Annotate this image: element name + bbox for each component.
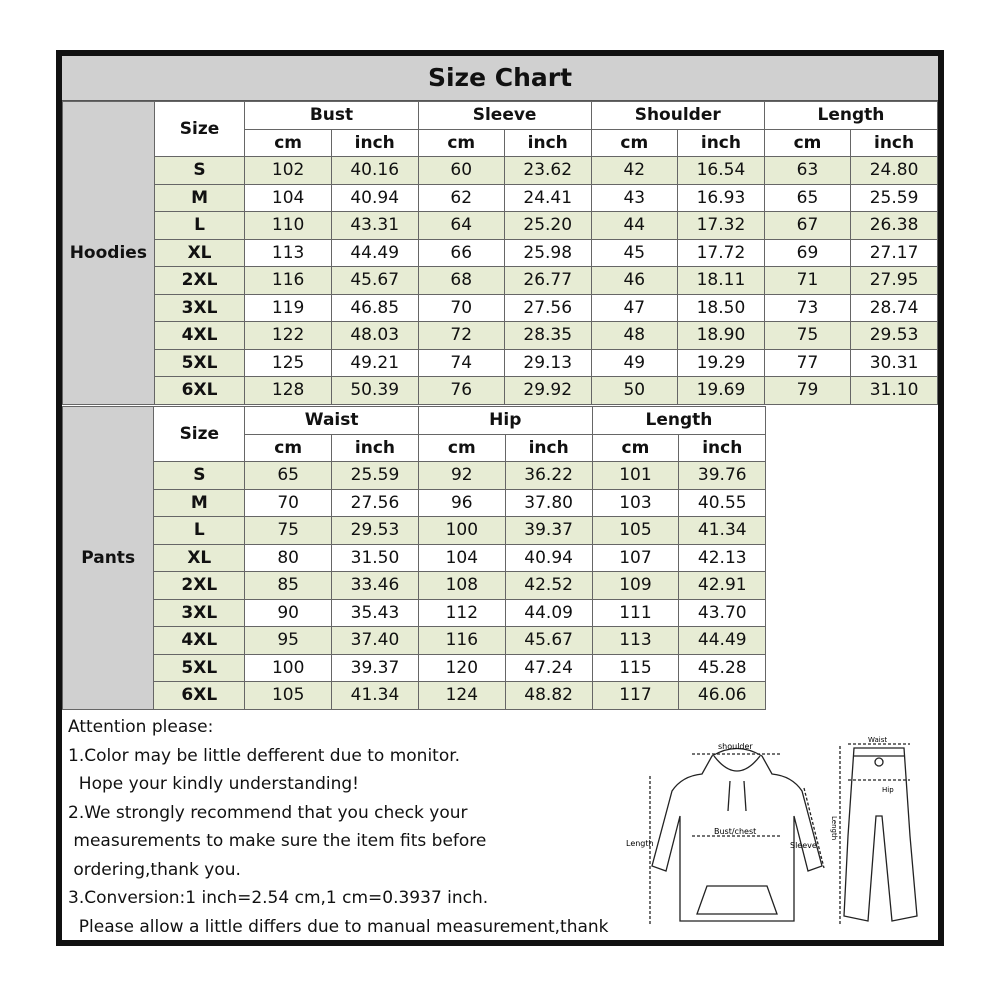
pants-value-cell: 40.55 [679,489,766,517]
pants-value-cell: 36.22 [505,462,592,490]
hoodies-size-cell: 4XL [154,322,245,350]
hoodies-header-row [63,102,938,130]
pants-value-cell: 27.56 [332,489,419,517]
pants-value-cell: 100 [418,517,505,545]
note-line: ordering,thank you. [68,859,241,880]
pants-value-cell: 35.43 [332,599,419,627]
pants-group-header: Hip [418,407,592,435]
pants-value-cell: 44.49 [679,627,766,655]
hoodies-value-cell: 45 [591,239,677,267]
pants-value-cell: 109 [592,572,679,600]
pants-value-cell: 39.37 [332,654,419,682]
note-line: measurements to make sure the item fits before [68,831,487,851]
hoodies-size-cell: XL [154,239,245,267]
pants-size-cell: L [154,517,245,545]
hoodies-value-cell: 26.38 [851,212,938,240]
hoodies-value-cell: 68 [418,267,504,295]
hoodies-value-cell: 125 [245,349,331,377]
hoodies-value-cell: 77 [764,349,850,377]
shoulder-label: shoulder [718,742,753,751]
hoodies-unit-header: inch [851,129,938,157]
hoodies-value-cell: 18.50 [678,294,765,322]
hoodies-value-cell: 50.39 [331,377,418,405]
pants-unit-header: inch [332,434,419,462]
pants-value-cell: 103 [592,489,679,517]
pants-size-cell: XL [154,544,245,572]
hoodies-value-cell: 25.98 [504,239,591,267]
hoodie-length-label: Length [626,839,654,848]
hip-label: Hip [882,786,894,794]
pants-value-cell: 120 [418,654,505,682]
note-line: 3.Conversion:1 inch=2.54 cm,1 cm=0.3937 inch. [68,888,489,908]
hoodies-value-cell: 27.95 [851,267,938,295]
hoodies-value-cell: 27.17 [851,239,938,267]
pants-unit-header: cm [418,434,505,462]
hoodies-value-cell: 73 [764,294,850,322]
pants-value-cell: 75 [245,517,332,545]
hoodies-value-cell: 19.69 [678,377,765,405]
pants-value-cell: 45.67 [505,627,592,655]
hoodies-value-cell: 66 [418,239,504,267]
bust-label: Bust/chest [714,827,757,836]
hoodies-value-cell: 19.29 [678,349,765,377]
hoodies-size-cell: 5XL [154,349,245,377]
hoodies-value-cell: 70 [418,294,504,322]
pants-value-cell: 108 [418,572,505,600]
pants-value-cell: 42.13 [679,544,766,572]
hoodies-value-cell: 110 [245,212,331,240]
hoodies-table-row [63,267,938,295]
pants-value-cell: 105 [245,682,332,710]
pants-value-cell: 29.53 [332,517,419,545]
hoodies-value-cell: 71 [764,267,850,295]
hoodies-value-cell: 18.90 [678,322,765,350]
hoodies-table-row [63,212,938,240]
hoodies-value-cell: 63 [764,157,850,185]
pants-value-cell: 44.09 [505,599,592,627]
pants-value-cell: 112 [418,599,505,627]
hoodie-drawing [650,749,824,927]
pants-size-header: Size [154,407,245,462]
pants-value-cell: 25.59 [332,462,419,490]
pants-value-cell: 40.94 [505,544,592,572]
hoodies-value-cell: 122 [245,322,331,350]
hoodies-value-cell: 69 [764,239,850,267]
hoodies-value-cell: 49 [591,349,677,377]
hoodies-size-cell: L [154,212,245,240]
hoodies-value-cell: 40.16 [331,157,418,185]
pants-value-cell: 92 [418,462,505,490]
hoodies-group-header: Shoulder [591,102,764,130]
pants-size-cell: 6XL [154,682,245,710]
hoodies-value-cell: 25.59 [851,184,938,212]
hoodies-value-cell: 60 [418,157,504,185]
hoodies-size-cell: 3XL [154,294,245,322]
sleeve-label: Sleeve [790,841,817,850]
hoodies-table-row [63,157,938,185]
pants-value-cell: 37.80 [505,489,592,517]
pants-value-cell: 70 [245,489,332,517]
empty-cell [766,407,938,710]
pants-value-cell: 101 [592,462,679,490]
pants-value-cell: 90 [245,599,332,627]
pants-value-cell: 117 [592,682,679,710]
hoodies-value-cell: 48.03 [331,322,418,350]
pants-value-cell: 116 [418,627,505,655]
pants-value-cell: 111 [592,599,679,627]
note-line: Attention please: [68,717,214,737]
hoodies-value-cell: 16.54 [678,157,765,185]
hoodies-value-cell: 28.74 [851,294,938,322]
note-line: Please allow a little differs due to manual measurement,thank [68,916,609,937]
pants-value-cell: 39.37 [505,517,592,545]
pants-size-cell: 5XL [154,654,245,682]
pants-value-cell: 124 [418,682,505,710]
hoodies-value-cell: 46.85 [331,294,418,322]
hoodies-value-cell: 67 [764,212,850,240]
pants-value-cell: 45.28 [679,654,766,682]
hoodies-value-cell: 17.72 [678,239,765,267]
hoodies-value-cell: 79 [764,377,850,405]
hoodies-value-cell: 47 [591,294,677,322]
hoodies-value-cell: 49.21 [331,349,418,377]
hoodies-size-header: Size [154,102,245,157]
pants-unit-header: cm [592,434,679,462]
hoodies-value-cell: 29.92 [504,377,591,405]
hoodies-table-row [63,322,938,350]
pants-value-cell: 113 [592,627,679,655]
hoodies-table-row [63,184,938,212]
pants-size-cell: 4XL [154,627,245,655]
hoodies-table-row [63,349,938,377]
hoodies-size-cell: 2XL [154,267,245,295]
pants-value-cell: 48.82 [505,682,592,710]
pants-length-label: Length [830,816,838,841]
hoodies-section-label: Hoodies [63,102,155,405]
hoodies-value-cell: 116 [245,267,331,295]
hoodies-value-cell: 29.53 [851,322,938,350]
pants-value-cell: 104 [418,544,505,572]
pants-value-cell: 105 [592,517,679,545]
pants-value-cell: 33.46 [332,572,419,600]
hoodies-value-cell: 18.11 [678,267,765,295]
hoodies-value-cell: 29.13 [504,349,591,377]
hoodies-table-row [63,377,938,405]
pants-value-cell: 37.40 [332,627,419,655]
hoodies-value-cell: 40.94 [331,184,418,212]
hoodies-value-cell: 24.41 [504,184,591,212]
pants-unit-header: inch [679,434,766,462]
hoodies-value-cell: 30.31 [851,349,938,377]
pants-value-cell: 39.76 [679,462,766,490]
hoodies-unit-header: inch [504,129,591,157]
attention-notes [68,713,668,941]
pants-value-cell: 80 [245,544,332,572]
hoodies-value-cell: 27.56 [504,294,591,322]
hoodies-table-row [63,294,938,322]
hoodies-size-cell: S [154,157,245,185]
pants-value-cell: 42.91 [679,572,766,600]
waist-label: Waist [868,736,888,744]
hoodies-value-cell: 43.31 [331,212,418,240]
pants-value-cell: 65 [245,462,332,490]
pants-size-cell: 2XL [154,572,245,600]
hoodies-group-header: Length [764,102,937,130]
hoodies-group-header: Sleeve [418,102,591,130]
hoodies-size-cell: M [154,184,245,212]
hoodies-table-row [63,239,938,267]
hoodies-value-cell: 26.77 [504,267,591,295]
hoodies-value-cell: 113 [245,239,331,267]
hoodies-value-cell: 31.10 [851,377,938,405]
pants-group-header: Length [592,407,766,435]
hoodies-value-cell: 25.20 [504,212,591,240]
pants-drawing [840,744,917,924]
measurement-illustration [622,736,922,936]
hoodies-value-cell: 43 [591,184,677,212]
hoodies-value-cell: 65 [764,184,850,212]
hoodies-value-cell: 44.49 [331,239,418,267]
hoodies-value-cell: 72 [418,322,504,350]
pants-value-cell: 100 [245,654,332,682]
hoodies-value-cell: 45.67 [331,267,418,295]
pants-value-cell: 85 [245,572,332,600]
pants-value-cell: 115 [592,654,679,682]
page-title: Size Chart [62,56,938,102]
hoodies-value-cell: 24.80 [851,157,938,185]
note-line: 2.We strongly recommend that you check your [68,802,468,823]
hoodies-value-cell: 16.93 [678,184,765,212]
hoodies-value-cell: 75 [764,322,850,350]
pants-value-cell: 47.24 [505,654,592,682]
hoodies-value-cell: 23.62 [504,157,591,185]
size-chart-frame [56,50,944,946]
pants-value-cell: 107 [592,544,679,572]
pants-size-cell: S [154,462,245,490]
pants-value-cell: 43.70 [679,599,766,627]
pants-value-cell: 46.06 [679,682,766,710]
hoodies-unit-header: cm [764,129,850,157]
note-line: Hope your kindly understanding! [68,774,359,794]
hoodies-value-cell: 76 [418,377,504,405]
pants-size-cell: 3XL [154,599,245,627]
hoodies-value-cell: 44 [591,212,677,240]
pants-value-cell: 95 [245,627,332,655]
pants-value-cell: 31.50 [332,544,419,572]
hoodies-value-cell: 74 [418,349,504,377]
hoodies-value-cell: 28.35 [504,322,591,350]
hoodies-table [62,101,938,405]
hoodies-value-cell: 64 [418,212,504,240]
hoodies-value-cell: 102 [245,157,331,185]
hoodies-value-cell: 46 [591,267,677,295]
hoodies-unit-header: cm [591,129,677,157]
hoodies-unit-header: cm [418,129,504,157]
note-line: 1.Color may be little defferent due to monitor. [68,745,461,766]
pants-group-header: Waist [245,407,419,435]
pants-value-cell: 96 [418,489,505,517]
hoodies-group-header: Bust [245,102,418,130]
pants-table [62,406,938,710]
hoodies-value-cell: 50 [591,377,677,405]
pants-section-label: Pants [63,407,154,710]
pants-unit-header: inch [505,434,592,462]
pants-header-row [63,407,939,435]
hoodies-value-cell: 42 [591,157,677,185]
hoodies-value-cell: 128 [245,377,331,405]
hoodies-value-cell: 119 [245,294,331,322]
hoodies-unit-header: inch [678,129,765,157]
pants-unit-header: cm [245,434,332,462]
hoodies-value-cell: 62 [418,184,504,212]
pants-value-cell: 41.34 [332,682,419,710]
hoodies-unit-header: cm [245,129,331,157]
hoodies-size-cell: 6XL [154,377,245,405]
pants-value-cell: 41.34 [679,517,766,545]
hoodies-unit-header: inch [331,129,418,157]
hoodies-value-cell: 48 [591,322,677,350]
hoodies-value-cell: 17.32 [678,212,765,240]
pants-size-cell: M [154,489,245,517]
hoodies-value-cell: 104 [245,184,331,212]
pants-value-cell: 42.52 [505,572,592,600]
